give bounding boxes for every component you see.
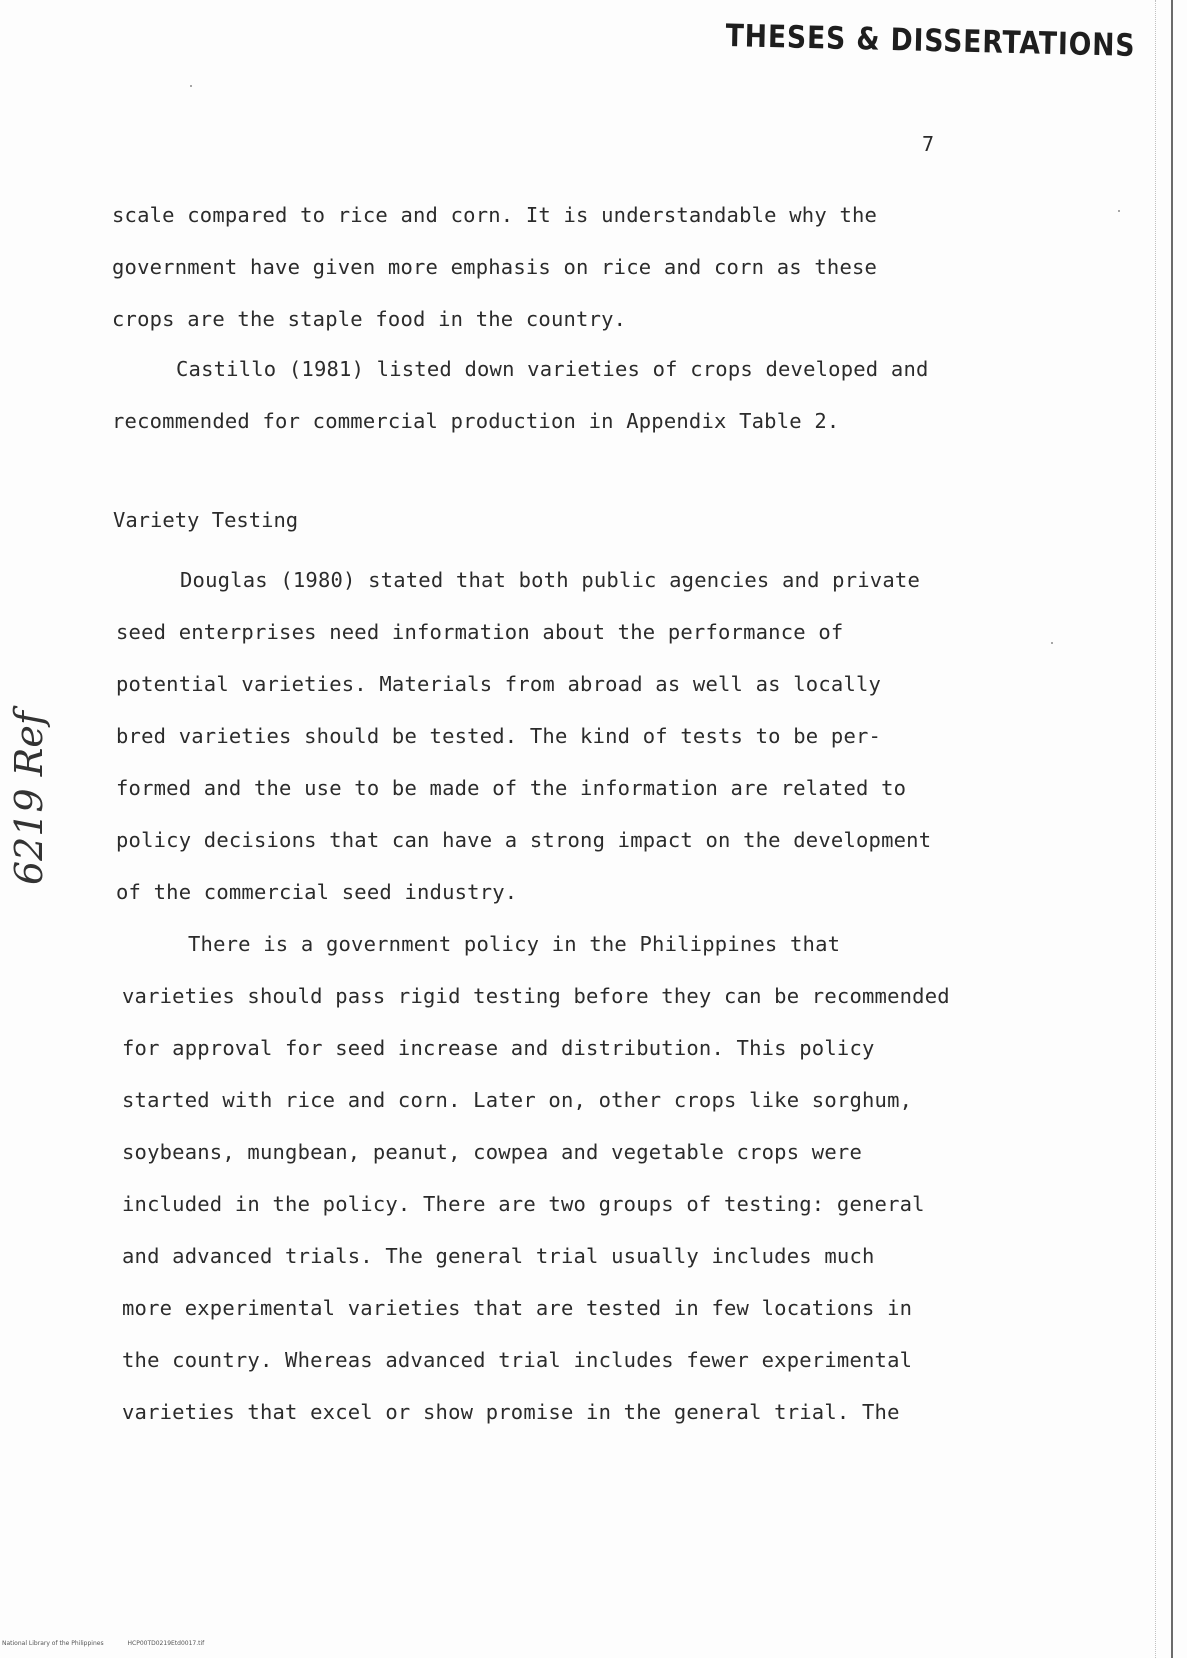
footer-file: HCP00TD0219Etd0017.tif <box>127 1640 205 1647</box>
scan-speck <box>1051 642 1053 644</box>
footer-library: National Library of the Philippines <box>2 1640 104 1647</box>
text-line: There is a government policy in the Philippines that <box>188 932 841 956</box>
text-line: Castillo (1981) listed down varieties of crops developed and <box>176 357 929 381</box>
text-line: recommended for commercial production in Appendix Table 2. <box>112 409 840 433</box>
text-line: of the commercial seed industry. <box>116 880 518 904</box>
text-line: varieties that excel or show promise in the general trial. The <box>122 1400 900 1424</box>
text-line: scale compared to rice and corn. It is understandable why the <box>112 203 878 227</box>
text-line: potential varieties. Materials from abroad as well as locally <box>116 672 882 696</box>
scan-speck <box>190 85 192 87</box>
text-line: more experimental varieties that are tested in few locations in <box>122 1296 913 1320</box>
text-line: government have given more emphasis on rice and corn as these <box>112 255 878 279</box>
text-line: varieties should pass rigid testing before they can be recommended <box>122 984 950 1008</box>
scan-edge-speckle <box>1155 0 1157 1658</box>
text-line: and advanced trials. The general trial usually includes much <box>122 1244 875 1268</box>
text-line: started with rice and corn. Later on, other crops like sorghum, <box>122 1088 913 1112</box>
theses-stamp: THESES & DISSERTATIONS <box>725 18 1136 64</box>
page-number: 7 <box>922 132 935 156</box>
text-line: crops are the staple food in the country. <box>112 307 627 331</box>
text-line: formed and the use to be made of the information are related to <box>116 776 907 800</box>
handwritten-margin-note <box>4 690 64 890</box>
scan-edge-line <box>1171 0 1173 1658</box>
text-line: policy decisions that can have a strong impact on the development <box>116 828 932 852</box>
section-heading: Variety Testing <box>113 508 299 532</box>
text-line: bred varieties should be tested. The kind of tests to be per- <box>116 724 882 748</box>
text-line: the country. Whereas advanced trial includes fewer experimental <box>122 1348 913 1372</box>
handwritten-note-text: 6219 Ref <box>7 711 51 885</box>
text-line: seed enterprises need information about the performance of <box>116 620 844 644</box>
text-line: for approval for seed increase and distribution. This policy <box>122 1036 875 1060</box>
text-line: included in the policy. There are two groups of testing: general <box>122 1192 925 1216</box>
scan-speck <box>1118 210 1120 212</box>
text-line: Douglas (1980) stated that both public agencies and private <box>180 568 920 592</box>
scan-footer <box>2 1640 226 1647</box>
text-line: soybeans, mungbean, peanut, cowpea and vegetable crops were <box>122 1140 862 1164</box>
